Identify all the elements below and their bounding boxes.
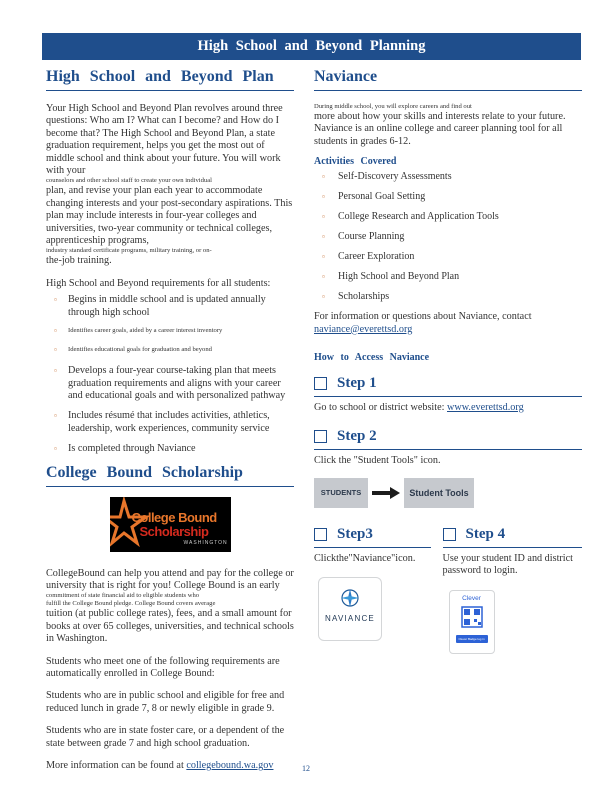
bullet-icon: ▫: [54, 326, 57, 336]
activities-title: Activities Covered: [314, 156, 397, 168]
naviance-email-link[interactable]: naviance@everettsd.org: [314, 323, 413, 335]
bullet-icon: ▫: [322, 252, 325, 262]
step-divider: [314, 547, 431, 548]
bullet-icon: ▫: [322, 192, 325, 202]
compass-icon: [319, 578, 381, 640]
list-item: ▫ Is completed through Naviance: [54, 443, 196, 455]
left-column: [46, 68, 294, 772]
cbs-para1-cont: tuition (at public college rates), fees, and a small amount for books at over 65 colleges, universities, and technical schools in Washington.: [46, 608, 294, 645]
checkbox-icon: [443, 528, 456, 541]
clever-label: Clever: [462, 594, 481, 602]
page-number: 12: [302, 764, 310, 773]
list-item: ▫ Scholarships: [322, 291, 390, 303]
naviance-contact: For information or questions about Naviance, contact naviance@everettsd.org: [314, 311, 532, 335]
arrow-right-icon: [370, 486, 402, 500]
naviance-logo-text: NAVIANCE: [325, 614, 375, 624]
cbs-more-info: More information can be found at collegebound.wa.gov: [46, 760, 274, 771]
step3-block: [314, 526, 431, 654]
checkbox-icon: [314, 430, 327, 443]
hsbp-intro-cont: plan, and revise your plan each year to accommodate changing interests and your post-secondary aspirations. This plan may include interests in four-year colleges and universities, two-year community or technical colleges, apprenticeship programs,: [46, 185, 293, 247]
bullet-icon: ▫: [54, 444, 57, 454]
how-to-access-title: How to Access Naviance: [314, 352, 430, 364]
hsbp-intro: Your High School and Beyond Plan revolves around three questions: Who am I? What can I become? and How do I become that? The High School and Beyond Plan, a state graduation requirement, helps you get the most out of middle school and think about your future. You will work with your: [46, 103, 283, 177]
cbs-para3: Students who are in public school and eligible for free and reduced lunch in grade 7, 8 or newly eligible in grade 9.: [46, 690, 285, 714]
step4-block: [443, 526, 582, 654]
bullet-icon: ▫: [54, 411, 57, 421]
step1-heading: Step 1: [314, 375, 582, 392]
list-item: ▫ Identifies educational goals for graduation and beyond: [54, 345, 212, 355]
step3-text: Clickthe"Naviance"icon.: [314, 552, 416, 564]
hsbp-bullet-list: [46, 294, 294, 455]
section-divider: [46, 486, 294, 487]
section-divider: [46, 90, 294, 91]
step2-heading: Step 2: [314, 428, 582, 445]
cbs-para2: Students who meet one of the following requirements are automatically enrolled in College Bound:: [46, 655, 280, 679]
list-item: ▫ Begins in middle school and is updated annually through high school: [54, 294, 266, 318]
steps-3-4-row: [314, 526, 582, 654]
section-divider: [314, 90, 582, 91]
logo-line-2: Scholarship: [139, 523, 209, 539]
logo-line-1: College Bound: [131, 509, 217, 525]
cbs-para4: Students who are in state foster care, or a dependent of the state between grade 7 and high school graduation.: [46, 725, 285, 749]
hsbp-heading: High School and Beyond Plan: [46, 68, 274, 85]
step4-heading: Step 4: [443, 526, 582, 543]
naviance-intro-small: During middle school, you will explore careers and find out: [314, 103, 472, 110]
bullet-icon: ▫: [54, 295, 57, 305]
bullet-icon: ▫: [54, 366, 57, 376]
naviance-intro: more about how your skills and interests relate to your future. Naviance is an online college and career planning tool for all students in grades 6-12.: [314, 111, 566, 147]
step2-text: Click the "Student Tools" icon.: [314, 455, 441, 467]
list-item: ▫ Course Planning: [322, 231, 405, 243]
right-column: [314, 68, 582, 654]
bullet-icon: ▫: [322, 232, 325, 242]
clever-caption: Clever Badge log in: [458, 636, 485, 641]
list-item: ▫ Identifies career goals, aided by a career interest inventory: [54, 326, 223, 336]
step-divider: [443, 547, 582, 548]
list-item: ▫ Includes résumé that includes activities, athletics, leadership, work experiences, community service: [54, 410, 270, 434]
list-item: ▫ Self-Discovery Assessments: [322, 171, 452, 183]
naviance-heading: Naviance: [314, 68, 378, 85]
step-divider: [314, 449, 582, 450]
student-tools-graphic: [314, 478, 582, 508]
students-menu-button[interactable]: STUDENTS: [314, 478, 368, 508]
clever-badge-icon[interactable]: [449, 590, 495, 654]
bullet-icon: ▫: [322, 212, 325, 222]
bullet-icon: ▫: [54, 345, 57, 355]
qr-code-icon: [450, 591, 494, 653]
list-item: ▫ College Research and Application Tools: [322, 211, 499, 223]
hsbp-req-intro: High School and Beyond requirements for all students:: [46, 277, 271, 289]
checkbox-icon: [314, 528, 327, 541]
logo-line-3: WASHINGTON: [183, 539, 228, 546]
checkbox-icon: [314, 377, 327, 390]
step1-text: Go to school or district website: www.everettsd.org: [314, 402, 524, 414]
page-banner: High School and Beyond Planning: [42, 33, 581, 60]
hsbp-intro-small2: industry standard certificate programs, military training, or on-: [46, 247, 212, 255]
cbs-heading: College Bound Scholarship: [46, 463, 243, 481]
step4-text: Use your student ID and district password to login.: [442, 552, 573, 577]
list-item: ▫ Career Exploration: [322, 251, 415, 263]
hsbp-intro-small: counselors and other school staff to create your own individual: [46, 177, 212, 185]
naviance-icon[interactable]: [318, 577, 382, 641]
list-item: ▫ High School and Beyond Plan: [322, 271, 460, 283]
list-item: ▫ Develops a four-year course-taking plan that meets graduation requirements and aligns with your career and educational goals and with personalized pathway: [54, 365, 286, 401]
collegebound-link[interactable]: collegebound.wa.gov: [186, 760, 274, 771]
bullet-icon: ▫: [322, 172, 325, 182]
bullet-icon: ▫: [322, 292, 325, 302]
activities-list: [314, 171, 582, 303]
student-tools-button[interactable]: Student Tools: [404, 478, 474, 508]
cbs-para1-small2: fulfill the College Bound pledge. College Bound covers average: [46, 600, 216, 608]
cbs-para1-small: commitment of state financial aid to eligible students who: [46, 592, 200, 600]
district-website-link[interactable]: www.everettsd.org: [447, 402, 524, 414]
step-divider: [314, 396, 582, 397]
bullet-icon: ▫: [322, 272, 325, 282]
cbs-para1: CollegeBound can help you attend and pay for the college or university that is right for you! College Bound is an early: [46, 567, 294, 591]
step3-heading: Step3: [314, 526, 431, 543]
hsbp-intro-end: the-job training.: [46, 255, 112, 267]
list-item: ▫ Personal Goal Setting: [322, 191, 426, 203]
college-bound-logo: [110, 497, 231, 552]
